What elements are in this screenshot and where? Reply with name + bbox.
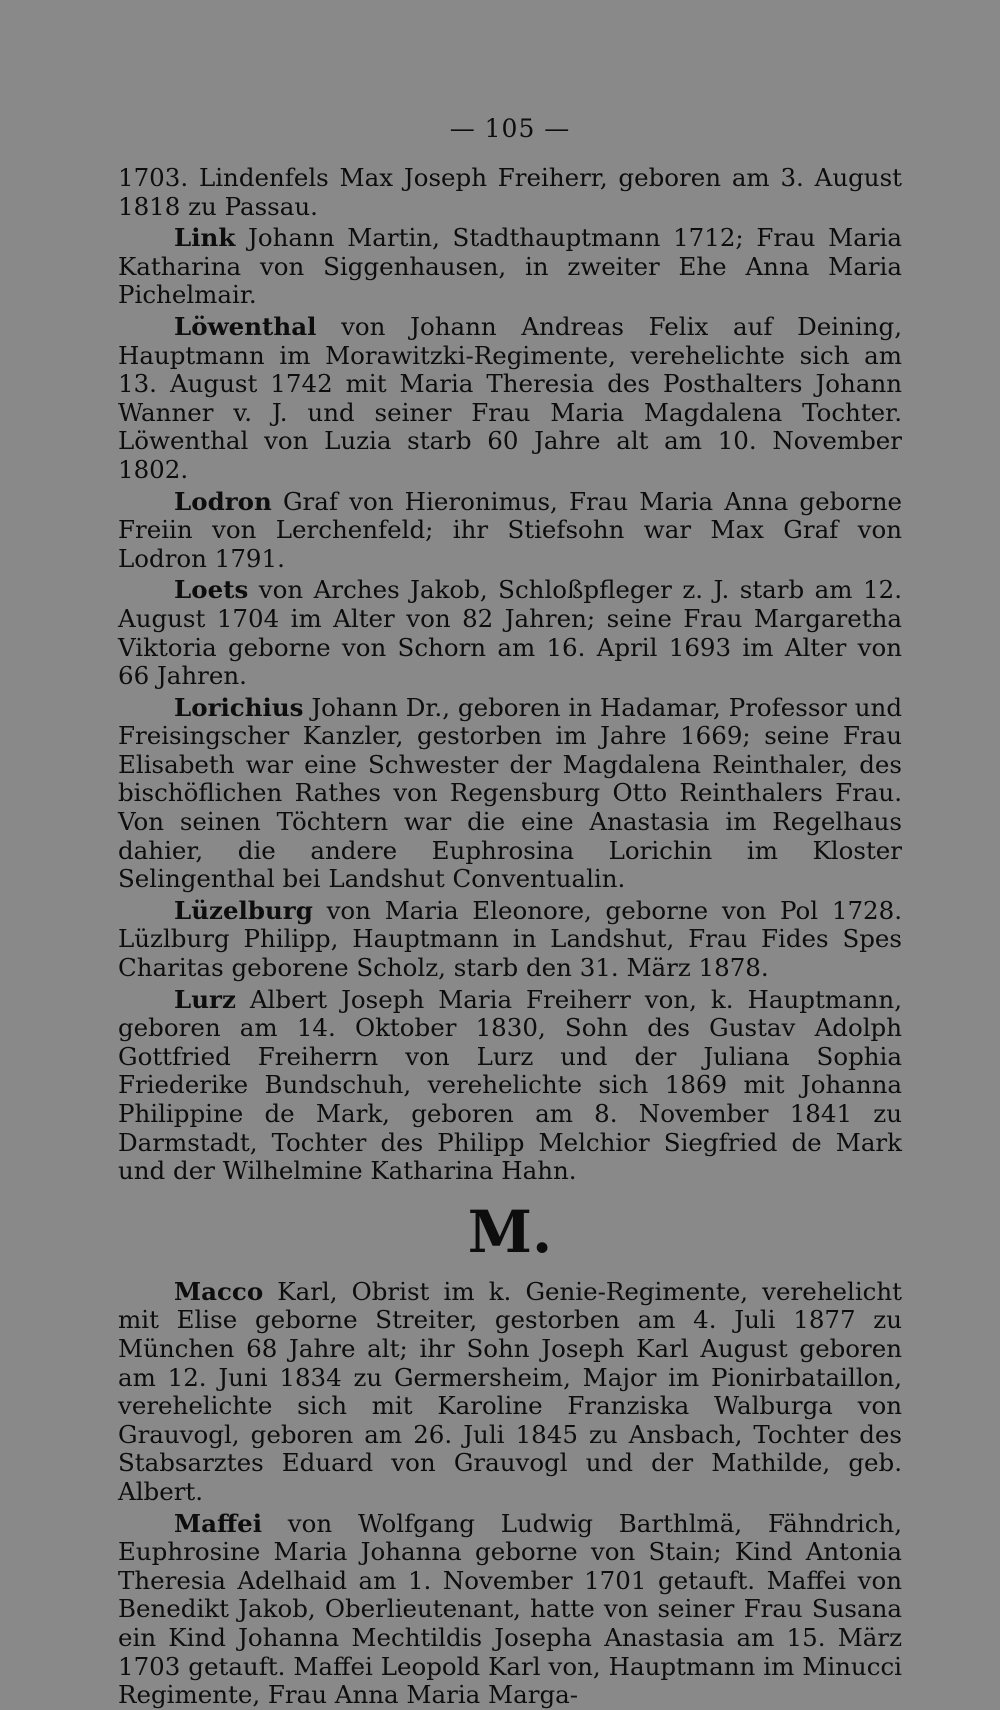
entry-surname: Macco: [174, 1276, 264, 1306]
register-entry: [118, 1278, 902, 1507]
entry-text: von Arches Jakob, Schloßpfleger z. J. starb am 12. August 1704 im Alter von 82 Jahren; seine Frau Margaretha Viktoria geborne von Schorn am 16. April 1693 im Alter von 66 Jahren.: [118, 575, 902, 691]
section-heading-letter: M.: [467, 1197, 553, 1266]
entry-text: von Johann Andreas Felix auf Deining, Hauptmann im Morawitzki-Regimente, verehelichte sich am 13. August 1742 mit Maria Theresia des Posthalters Johann Wanner v. J. und seiner Frau Maria Magdalena Tochter. Löwenthal von Luzia starb 60 Jahre alt am 10. November 1802.: [118, 311, 902, 484]
register-entry: [118, 224, 902, 310]
register-entry: [118, 986, 902, 1186]
entry-surname: Löwenthal: [174, 311, 317, 341]
page-number: — 105 —: [449, 114, 571, 143]
register-entry: [118, 488, 902, 574]
entry-surname: Lüzelburg: [174, 895, 313, 925]
entry-text: Karl, Obrist im k. Genie-Regimente, verehelicht mit Elise geborne Streiter, gestorben am 4. Juli 1877 zu München 68 Jahre alt; ihr Sohn Joseph Karl August geboren am 12. Juni 1834 zu Germersheim, Major im Pionirbataillon, verehelichte sich mit Karoline Franziska Walburga von Grauvogl, geboren am 26. Juli 1845 zu Ansbach, Tochter des Stabsarztes Eduard von Grauvogl und der Mathilde, geb. Albert.: [118, 1276, 902, 1506]
entry-text: von Wolfgang Ludwig Barthlmä, Fähndrich, Euphrosine Maria Johanna geborne von Stain; Kind Antonia Theresia Adelhaid am 1. November 1701 getauft. Maffei von Benedikt Jakob, Oberlieutenant, hatte von seiner Frau Susana ein Kind Johanna Mechtildis Josepha Anastasia am 15. März 1703 getauft. Maffei Leopold Karl von, Hauptmann im Minucci Regimente, Frau Anna Maria Marga-: [118, 1508, 902, 1710]
entry-surname: Lorichius: [174, 692, 304, 722]
document-page: [118, 112, 902, 1710]
entry-text: Johann Martin, Stadthauptmann 1712; Frau Maria Katharina von Siggenhausen, in zweiter Ehe Anna Maria Pichelmair.: [118, 223, 902, 310]
entry-surname: Loets: [174, 575, 249, 605]
entry-surname: Lodron: [174, 486, 272, 516]
entry-text: Graf von Hieronimus, Frau Maria Anna geborne Freiin von Lerchenfeld; ihr Stiefsohn war Max Graf von Lodron 1791.: [118, 486, 902, 573]
register-entry: [118, 1510, 902, 1710]
entries-before-section: [118, 164, 902, 1186]
entries-after-section: [118, 1278, 902, 1710]
register-entry: [118, 576, 902, 690]
register-entry: [118, 164, 902, 221]
entry-text: von Maria Eleonore, geborne von Pol 1728. Lüzlburg Philipp, Hauptmann in Landshut, Frau Fides Spes Charitas geborene Scholz, starb den 31. März 1878.: [118, 895, 902, 983]
register-entry: [118, 694, 902, 894]
entry-surname: Lurz: [174, 984, 236, 1014]
entry-text: 1703. Lindenfels Max Joseph Freiherr, geboren am 3. August 1818 zu Passau.: [118, 163, 902, 221]
entry-surname: Maffei: [174, 1508, 262, 1538]
entry-text: Johann Dr., geboren in Hadamar, Professor und Freisingscher Kanzler, gestorben im Jahre 1669; seine Frau Elisabeth war eine Schwester der Magdalena Reinthaler, des bischöflichen Rathes von Regensburg Otto Reinthalers Frau. Von seinen Töchtern war die eine Anastasia im Regelhaus dahier, die andere Euphrosina Lorichin im Kloster Selingenthal bei Landshut Conventualin.: [118, 692, 902, 894]
register-entry: [118, 313, 902, 485]
entry-text: Albert Joseph Maria Freiherr von, k. Hauptmann, geboren am 14. Oktober 1830, Sohn des Gustav Adolph Gottfried Freiherrn von Lurz und der Juliana Sophia Friederike Bundschuh, verehelichte sich 1869 mit Johanna Philippine de Mark, geboren am 8. November 1841 zu Darmstadt, Tochter des Philipp Melchior Siegfried de Mark und der Wilhelmine Katharina Hahn.: [118, 984, 902, 1186]
register-entry: [118, 897, 902, 983]
entry-surname: Link: [174, 223, 236, 253]
